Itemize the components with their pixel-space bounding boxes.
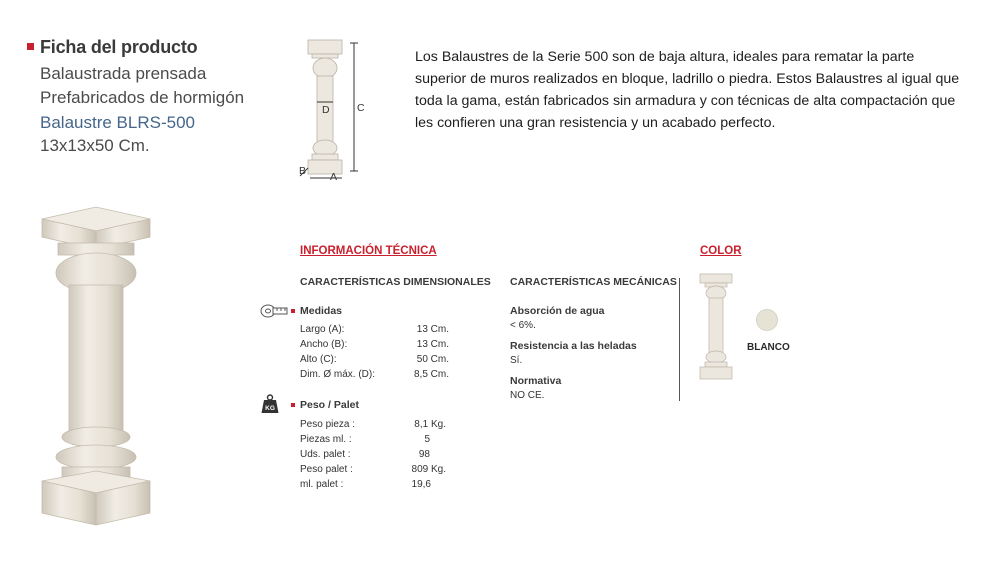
absorcion-value: < 6%.: [510, 320, 536, 331]
dim-label-a: A: [330, 171, 338, 183]
product-description: Los Balaustres de la Serie 500 son de baja altura, ideales para rematar la parte superior de muros realizados en bloque, ladrillo o piedra. Estos Balaustres al igual que toda la gama, están fabricados sin armadura y con técnicas de alta compactación que les confieren una gran resistencia y un acabado perfecto.: [415, 49, 960, 131]
heladas-title: Resistencia a las heladas: [510, 340, 637, 352]
product-category: Balaustrada prensada: [40, 64, 207, 83]
alto-value: 50 Cm.: [416, 354, 449, 365]
mechanical-heading: CARACTERÍSTICAS MECÁNICAS: [510, 276, 677, 288]
uds-palet-label: Uds. palet :: [300, 449, 351, 460]
color-swatch-label: BLANCO: [747, 342, 790, 353]
color-sample-image: [699, 273, 735, 381]
page-title: Ficha del producto: [40, 37, 198, 57]
ml-palet-value: 19,6: [411, 479, 431, 490]
diametro-value: 8,5 Cm.: [413, 369, 449, 380]
product-family: Prefabricados de hormigón: [40, 88, 245, 107]
medidas-bullet: [291, 309, 295, 313]
color-swatch-blanco[interactable]: [756, 309, 778, 331]
svg-text:KG: KG: [265, 405, 275, 412]
piezas-ml-label: Piezas ml. :: [300, 434, 352, 445]
largo-value: 13 Cm.: [416, 324, 449, 335]
title-bullet: [27, 43, 34, 50]
peso-pieza-label: Peso pieza :: [300, 419, 356, 430]
absorcion-title: Absorción de agua: [510, 305, 605, 317]
product-image: [38, 205, 154, 527]
tape-measure-icon: [259, 303, 289, 319]
medidas-title: Medidas: [300, 305, 343, 317]
dim-label-c: C: [357, 102, 365, 114]
product-name: Balaustre BLRS-500: [40, 113, 195, 132]
peso-palet-label: Peso palet :: [300, 464, 353, 475]
ancho-value: 13 Cm.: [416, 339, 449, 350]
piezas-ml-value: 5: [424, 434, 430, 445]
product-size: 13x13x50 Cm.: [40, 136, 150, 155]
peso-pieza-value: 8,1 Kg.: [414, 419, 446, 430]
dim-label-d: D: [322, 104, 330, 116]
peso-palet-value: 809 Kg.: [411, 464, 446, 475]
dim-label-b: B: [299, 165, 307, 177]
diametro-label: Dim. Ø máx. (D):: [300, 369, 375, 380]
color-divider: [679, 278, 680, 401]
ml-palet-label: ml. palet :: [300, 479, 344, 490]
color-title: COLOR: [700, 245, 742, 257]
peso-bullet: [291, 403, 295, 407]
normativa-value: NO CE.: [510, 390, 545, 401]
normativa-title: Normativa: [510, 375, 562, 387]
ancho-label: Ancho (B):: [300, 339, 348, 350]
tech-info-title: INFORMACIÓN TÉCNICA: [300, 245, 437, 257]
dimensional-heading: CARACTERÍSTICAS DIMENSIONALES: [300, 276, 491, 288]
largo-label: Largo (A):: [300, 324, 345, 335]
heladas-value: Sí.: [510, 355, 523, 366]
alto-label: Alto (C):: [300, 354, 337, 365]
weight-icon: [261, 394, 279, 414]
uds-palet-value: 98: [418, 449, 430, 460]
peso-title: Peso / Palet: [300, 399, 359, 411]
